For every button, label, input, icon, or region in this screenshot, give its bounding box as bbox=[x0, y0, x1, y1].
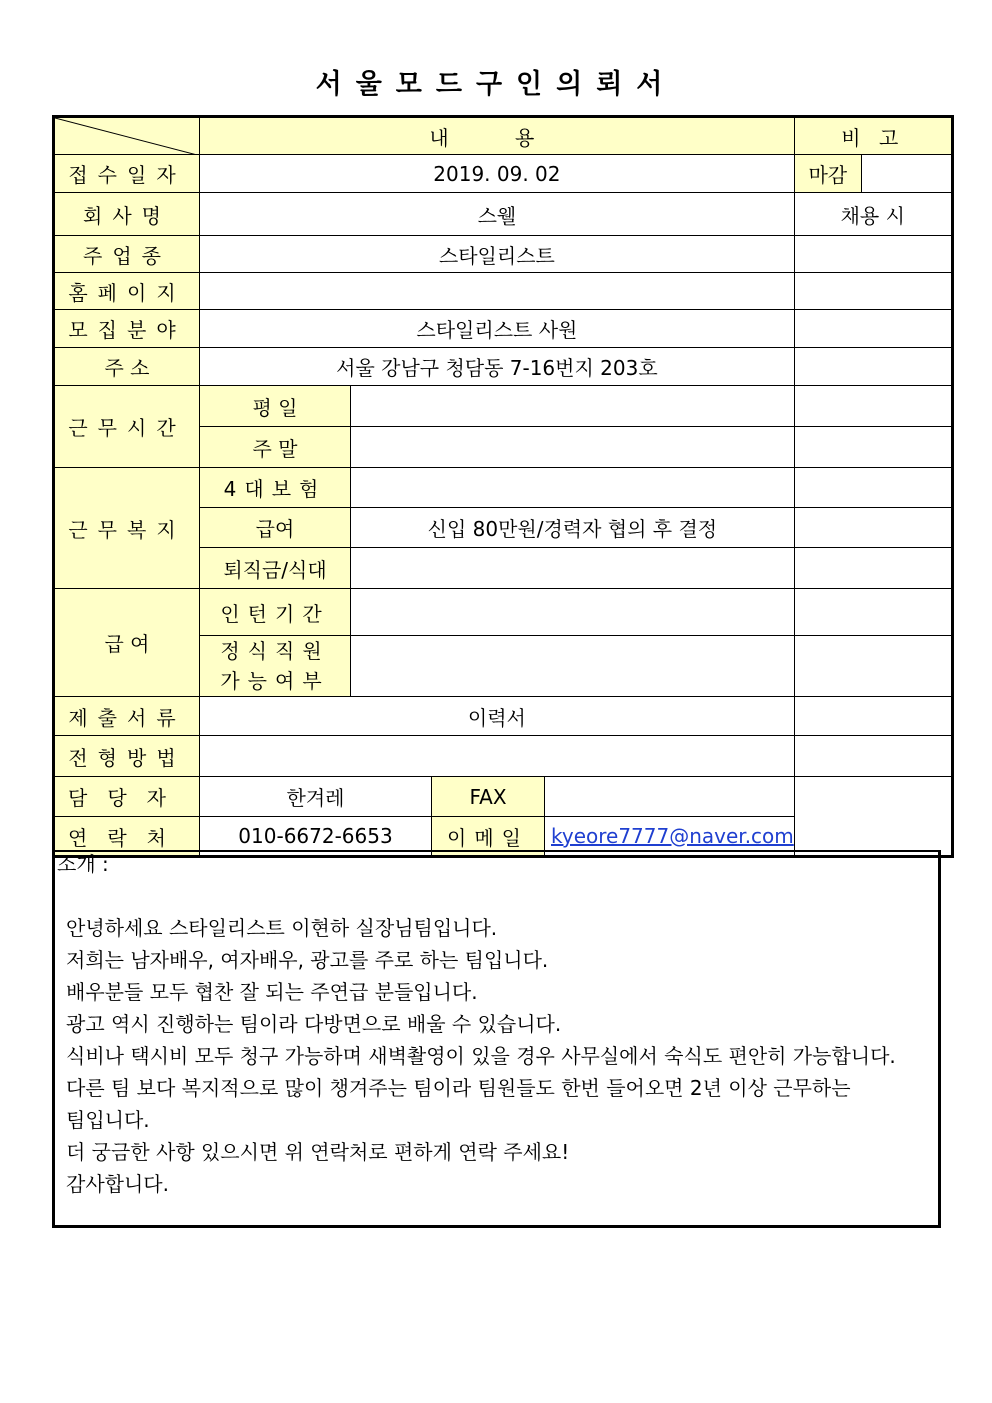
header-corner-cell bbox=[54, 117, 200, 155]
document-title: 서울모드구인의뢰서 bbox=[315, 69, 677, 100]
pay-label: 급 여 bbox=[54, 589, 200, 697]
screening-label: 전형방법 bbox=[54, 736, 200, 777]
industry-note bbox=[794, 236, 952, 273]
intern-note bbox=[794, 589, 952, 636]
contact-note bbox=[794, 777, 952, 857]
field-value: 스타일리스트 사원 bbox=[200, 310, 795, 348]
fulltime-label-line-2: 가능여부 bbox=[220, 669, 330, 693]
documents-note bbox=[794, 697, 952, 736]
severance-label: 퇴직금/식대 bbox=[200, 548, 351, 589]
intro-heading: 소개 : bbox=[57, 852, 109, 876]
field-label: 모집분야 bbox=[54, 310, 200, 348]
email-label: 이메일 bbox=[432, 817, 545, 857]
header-note: 비 고 bbox=[841, 125, 905, 150]
salary-note bbox=[794, 508, 952, 548]
work-hours-label: 근무시간 bbox=[54, 386, 200, 468]
intro-line: 배우분들 모두 협찬 잘 되는 주연급 분들입니다. bbox=[66, 980, 478, 1004]
fulltime-value bbox=[351, 636, 795, 697]
intro-line: 식비나 택시비 모두 청구 가능하며 새벽촬영이 있을 경우 사무실에서 숙식도 편안히 가능합니다. bbox=[66, 1044, 896, 1068]
company-value: 스웰 bbox=[200, 193, 795, 236]
weekday-value bbox=[351, 386, 795, 427]
intro-line: 다른 팀 보다 복지적으로 많이 챙겨주는 팀이라 팀원들도 한번 들어오면 2년 이상 근무하는 bbox=[66, 1076, 851, 1100]
benefits-label: 근무복지 bbox=[54, 468, 200, 589]
insurance-label: 4대보험 bbox=[200, 468, 351, 508]
intro-text bbox=[66, 912, 934, 1200]
screening-note bbox=[794, 736, 952, 777]
intro-line: 팀입니다. bbox=[66, 1108, 150, 1132]
weekend-note bbox=[794, 427, 952, 468]
industry-label: 주업종 bbox=[54, 236, 200, 273]
fax-label: FAX bbox=[432, 777, 545, 817]
intro-line: 저희는 남자배우, 여자배우, 광고를 주로 하는 팀입니다. bbox=[66, 948, 549, 972]
header-content: 내 용 bbox=[429, 125, 565, 150]
severance-note bbox=[794, 548, 952, 589]
deadline-value bbox=[861, 155, 952, 193]
contact-person-label: 담당자 bbox=[54, 777, 200, 817]
intern-label: 인턴기간 bbox=[200, 589, 351, 636]
fax-value bbox=[545, 777, 795, 817]
intro-line: 광고 역시 진행하는 팀이라 다방면으로 배울 수 있습니다. bbox=[66, 1012, 562, 1036]
deadline-label: 마감 bbox=[794, 155, 861, 193]
intern-value bbox=[351, 589, 795, 636]
documents-label: 제출서류 bbox=[54, 697, 200, 736]
homepage-value bbox=[200, 273, 795, 310]
insurance-note bbox=[794, 468, 952, 508]
industry-value: 스타일리스트 bbox=[200, 236, 795, 273]
intro-line: 감사합니다. bbox=[66, 1172, 169, 1196]
intro-line: 더 궁금한 사항 있으시면 위 연락처로 편하게 연락 주세요! bbox=[66, 1140, 570, 1164]
weekend-value bbox=[351, 427, 795, 468]
company-label: 회사명 bbox=[54, 193, 200, 236]
intro-box bbox=[52, 850, 941, 1228]
fulltime-label bbox=[200, 636, 351, 697]
intro-line: 안녕하세요 스타일리스트 이현하 실장님팀입니다. bbox=[66, 916, 498, 940]
diagonal-line-icon bbox=[55, 118, 200, 155]
salary-value: 신입 80만원/경력자 협의 후 결정 bbox=[351, 508, 795, 548]
salary-label: 급여 bbox=[200, 508, 351, 548]
job-request-form bbox=[52, 115, 954, 858]
contact-person-value: 한겨레 bbox=[200, 777, 432, 817]
homepage-label: 홈페이지 bbox=[54, 273, 200, 310]
fulltime-note bbox=[794, 636, 952, 697]
severance-value bbox=[351, 548, 795, 589]
email-link[interactable]: kyeore7777@naver.com bbox=[545, 817, 795, 857]
received-date-value: 2019. 09. 02 bbox=[200, 155, 795, 193]
weekend-label: 주 말 bbox=[200, 427, 351, 468]
company-note: 채용 시 bbox=[794, 193, 952, 236]
field-note bbox=[794, 310, 952, 348]
screening-value bbox=[200, 736, 795, 777]
documents-value: 이력서 bbox=[200, 697, 795, 736]
address-label: 주 소 bbox=[104, 356, 150, 380]
weekday-note bbox=[794, 386, 952, 427]
contact-value: 010-6672-6653 bbox=[200, 817, 432, 857]
address-note bbox=[794, 348, 952, 386]
insurance-value bbox=[351, 468, 795, 508]
received-date-label: 접수일자 bbox=[54, 155, 200, 193]
fulltime-label-line-1: 정식직원 bbox=[220, 639, 330, 663]
contact-label: 연락처 bbox=[54, 817, 200, 857]
weekday-label: 평 일 bbox=[200, 386, 351, 427]
address-value: 서울 강남구 청담동 7-16번지 203호 bbox=[200, 348, 795, 386]
homepage-note bbox=[794, 273, 952, 310]
